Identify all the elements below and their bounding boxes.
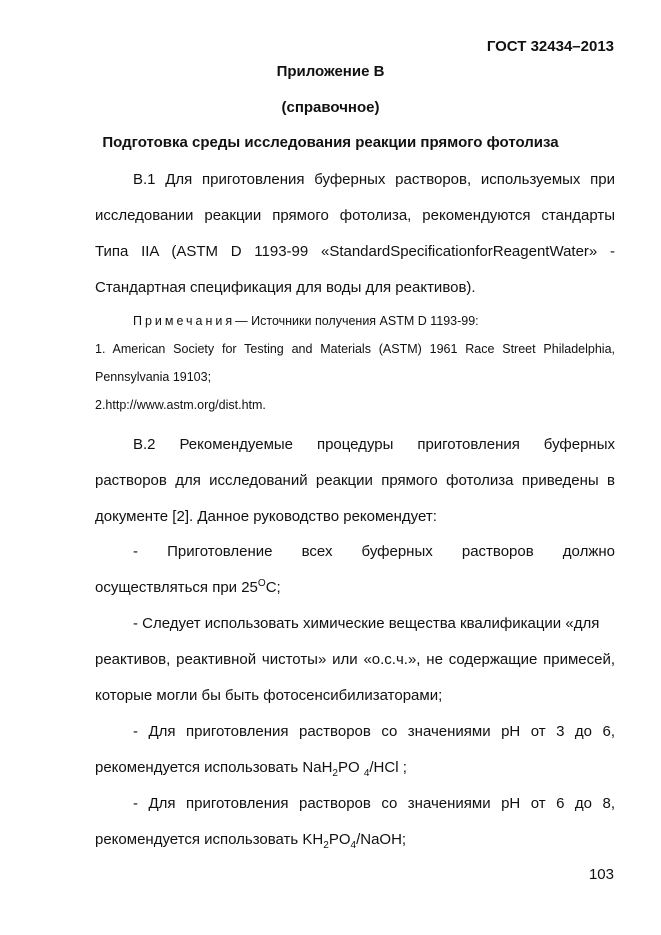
- bullet-4: [95, 786, 615, 858]
- paragraph-line: [95, 750, 615, 786]
- note-heading: [95, 307, 615, 335]
- subscript: 2: [332, 768, 338, 779]
- text-part: /NaOH;: [356, 831, 407, 848]
- text-part: PO: [337, 759, 364, 776]
- paragraph-line: реактивов, реактивной чистоты» или «о.с.ч.», не содержащие примесей,: [95, 651, 615, 668]
- note-text: — Источники получения ASTM D 1193-99:: [235, 314, 479, 328]
- paragraph-line: [95, 822, 615, 858]
- paragraph-line: исследовании реакции прямого фотолиза, рекомендуются стандарты: [95, 207, 615, 224]
- paragraph-line: - Следует использовать химические вещества квалификации «для: [133, 615, 600, 632]
- note-block: [95, 307, 615, 419]
- subscript: 4: [350, 840, 357, 851]
- superscript: O: [257, 578, 266, 589]
- bullet-1: [95, 534, 615, 606]
- note-item-1: 1. American Society for Testing and Materials (ASTM) 1961 Race Street Philadelphia,: [95, 342, 615, 356]
- paragraph-line: Стандартная спецификация для воды для реактивов).: [95, 279, 476, 296]
- subscript: 4: [363, 768, 370, 779]
- text-part: рекомендуется использовать NaH: [95, 759, 333, 776]
- paragraph-line: Типа IIA (ASTM D 1193-99 «StandardSpecificationforReagentWater» -: [95, 243, 615, 260]
- paragraph-line: В.1 Для приготовления буферных растворов, используемых при: [133, 171, 615, 188]
- text-part: /HCl ;: [369, 759, 407, 776]
- appendix-heading: Подготовка среды исследования реакции прямого фотолиза: [102, 134, 559, 151]
- text-part: C;: [265, 579, 281, 596]
- bullet-2: [95, 606, 615, 714]
- paragraph-line: [95, 570, 615, 606]
- text-part: рекомендуется использовать KH: [95, 831, 324, 848]
- appendix-title: Приложение В: [276, 63, 385, 80]
- paragraph-line: растворов для исследований реакции прямого фотолиза приведены в: [95, 472, 615, 489]
- standard-number: ГОСТ 32434–2013: [486, 38, 614, 55]
- paragraph-line: В.2 Рекомендуемые процедуры приготовления буферных: [133, 436, 615, 453]
- page-number: 103: [588, 866, 614, 883]
- paragraph-line: - Для приготовления растворов со значениями рН от 6 до 8,: [133, 795, 615, 812]
- subscript: 2: [323, 840, 329, 851]
- note-label: Примечания: [133, 314, 236, 328]
- paragraph-line: - Приготовление всех буферных растворов должно: [133, 543, 615, 560]
- paragraph-line: - Для приготовления растворов со значениями рН от 3 до 6,: [133, 723, 615, 740]
- appendix-subtitle: (справочное): [281, 99, 380, 116]
- paragraph-line: документе [2]. Данное руководство рекомендует:: [95, 508, 437, 525]
- bullet-3: [95, 714, 615, 786]
- text-part: осуществляться при 25: [95, 579, 258, 596]
- paragraph-b1: [95, 162, 615, 306]
- paragraph-b2: [95, 427, 615, 535]
- note-item-1-cont: Pennsylvania 19103;: [95, 370, 212, 384]
- paragraph-line: которые могли бы быть фотосенсибилизаторами;: [95, 687, 443, 704]
- note-item-2: 2.http://www.astm.org/dist.htm.: [95, 398, 266, 412]
- text-part: PO: [328, 831, 351, 848]
